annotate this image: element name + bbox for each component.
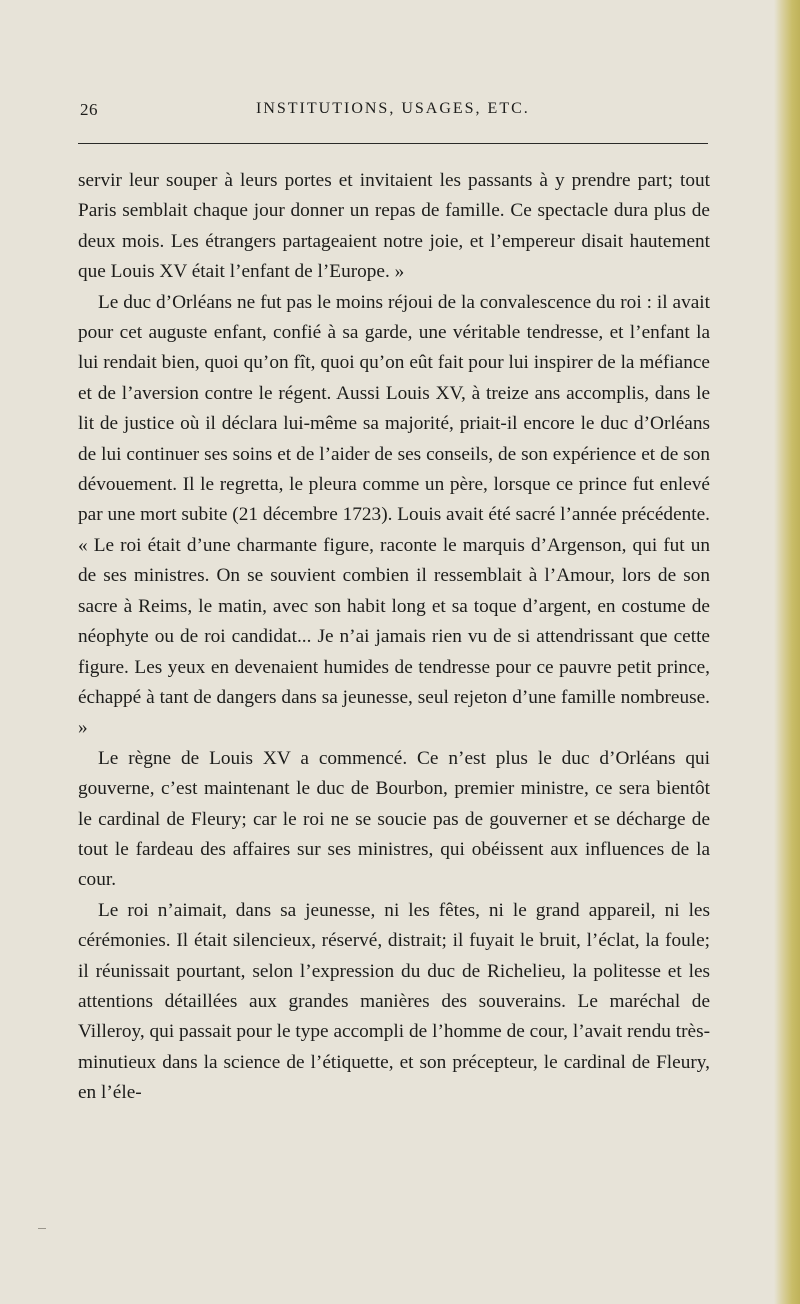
paragraph: servir leur souper à leurs portes et invitaient les passants à y prendre part; tout Paris semblait chaque jour donner un repas de famille. Ce spectacle dura plus de deux mois. Les étrangers partageaient notre joie, et l’empereur disait hautement que Louis XV était l’enfant de l’Europe. »	[78, 170, 710, 283]
paragraph: Le règne de Louis XV a commencé. Ce n’est plus le duc d’Orléans qui gouverne, c’est maintenant le duc de Bourbon, premier ministre, ce sera bientôt le cardinal de Fleury; car le roi ne se soucie pas de gouverner et se décharge de tout le fardeau des affaires sur ses ministres, qui obéissent aux influences de la cour.	[78, 747, 710, 891]
page-number: 26	[80, 100, 98, 119]
body-text	[78, 166, 710, 1109]
header-rule	[78, 143, 708, 144]
running-title: INSTITUTIONS, USAGES, ETC.	[256, 100, 530, 117]
paragraph: Le duc d’Orléans ne fut pas le moins réjoui de la convalescence du roi : il avait pour cet auguste enfant, confié à sa garde, une véritable tendresse, et l’enfant la lui rendait bien, quoi qu’on fît, quoi qu’on eût fait pour lui inspirer de la méfiance et de l’aversion contre le régent. Aussi Louis XV, à treize ans accomplis, dans le lit de justice où il déclara lui-même sa majorité, priait-il encore le duc d’Orléans de lui continuer ses soins et de l’aider de ses conseils, de son expérience et de son dévouement. Il le regretta, le pleura comme un père, lorsque ce prince fut enlevé par une mort subite (21 décembre 1723). Louis avait été sacré l’année précédente. « Le roi était d’une charmante figure, raconte le marquis d’Argenson, qui fut un de ses ministres. On se souvient combien il ressemblait à l’Amour, lors de son sacre à Reims, le matin, avec son habit long et sa toque d’argent, en costume de néophyte ou de roi candidat... Je n’ai jamais rien vu de si attendrissant que cette figure. Les yeux en devenaient humides de tendresse pour ce pauvre petit prince, échappé à tant de dangers dans sa jeunesse, seul rejeton d’une famille nombreuse. »	[78, 291, 710, 739]
margin-mark	[38, 1228, 46, 1229]
paragraph: Le roi n’aimait, dans sa jeunesse, ni les fêtes, ni le grand appareil, ni les cérémonies. Il était silencieux, réservé, distrait; il fuyait le bruit, l’éclat, la foule; il réunissait pourtant, selon l’expression du duc de Richelieu, la politesse et les attentions détaillées aux grandes manières des souverains. Le maréchal de Villeroy, qui passait pour le type accompli de l’homme de cour, l’avait rendu très-minutieux dans la science de l’étiquette, et son précepteur, le cardinal de Fleury, en l’éle-	[78, 899, 710, 1104]
running-head	[0, 100, 800, 124]
page-edge	[774, 0, 800, 1304]
